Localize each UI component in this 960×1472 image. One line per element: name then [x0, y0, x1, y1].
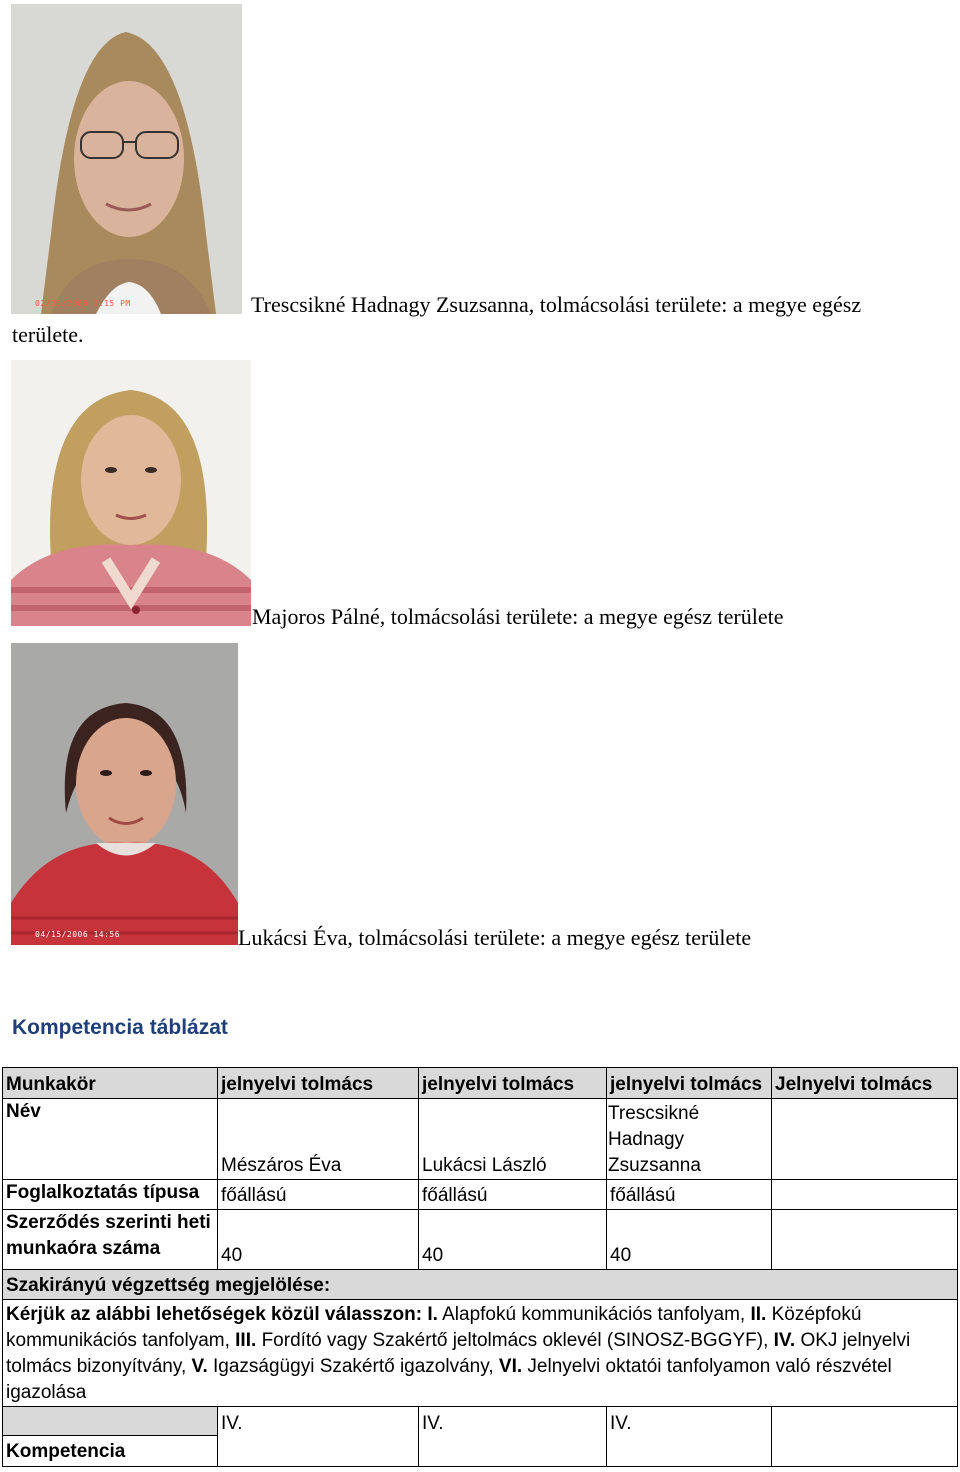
- photo-caption: Lukácsi Éva, tolmácsolási területe: a megye egész területe: [238, 925, 752, 950]
- photo-caption-continued: területe.: [12, 322, 84, 347]
- table-cell: jelnyelvi tolmács: [419, 1068, 607, 1099]
- option-text: Jelnyelvi oktatói tanfolyamon való részvétel igazolása: [6, 1356, 892, 1403]
- option-text: OKJ jelnyelvi tolmács bizonyítvány,: [6, 1330, 911, 1377]
- table-cell: IV.: [218, 1407, 419, 1467]
- table-cell: Trescsikné Hadnagy Zsuzsanna: [607, 1099, 772, 1180]
- row-label: Szerződés szerinti heti munkaóra száma: [3, 1210, 218, 1270]
- table-cell: Lukácsi László: [419, 1099, 607, 1180]
- row-label: Szakirányú végzettség megjelölése:: [3, 1270, 958, 1300]
- instruction-cell: [3, 1300, 958, 1407]
- table-cell: [772, 1210, 958, 1270]
- option-number: II.: [750, 1304, 767, 1325]
- row-label-gray-block: [3, 1407, 217, 1436]
- option-number: III.: [235, 1330, 257, 1351]
- row-label-text: Kompetencia: [6, 1441, 126, 1462]
- photo-date-stamp: 02/25/2006 2:15 PM: [35, 299, 131, 308]
- photo-caption: Majoros Pálné, tolmácsolási területe: a megye egész területe: [252, 604, 784, 629]
- table-cell: [772, 1407, 958, 1467]
- option-number: I.: [427, 1304, 438, 1325]
- option-text: Igazságügyi Szakértő igazolvány,: [213, 1356, 494, 1377]
- option-number: VI.: [498, 1356, 523, 1377]
- portrait-photo-lukacsi: [11, 643, 238, 945]
- table-cell: 40: [607, 1210, 772, 1270]
- instruction-intro: Kérjük az alábbi lehetőségek közül válasszon:: [6, 1304, 423, 1325]
- table-cell: jelnyelvi tolmács: [218, 1068, 419, 1099]
- portrait-photo-majoros: [11, 360, 251, 626]
- option-text: Fordító vagy Szakértő jeltolmács oklevél (SINOSZ-BGGYF),: [261, 1330, 769, 1351]
- table-row-munkakor: [3, 1068, 958, 1099]
- row-label: Név: [3, 1099, 218, 1180]
- table-row-foglalkoztatas: [3, 1180, 958, 1210]
- table-row-szerzodes: [3, 1210, 958, 1270]
- competence-table: [2, 1067, 958, 1467]
- table-cell: főállású: [218, 1180, 419, 1210]
- table-cell: 40: [218, 1210, 419, 1270]
- table-cell: Mészáros Éva: [218, 1099, 419, 1180]
- table-cell: 40: [419, 1210, 607, 1270]
- table-cell: [772, 1099, 958, 1180]
- option-number: V.: [191, 1356, 208, 1377]
- table-cell: főállású: [419, 1180, 607, 1210]
- table-row-kerjuk: [3, 1300, 958, 1407]
- table-cell: jelnyelvi tolmács: [607, 1068, 772, 1099]
- table-row-kompetencia: [3, 1407, 958, 1467]
- option-text: Középfokú kommunikációs tanfolyam,: [6, 1304, 862, 1351]
- table-cell: [772, 1180, 958, 1210]
- table-cell: főállású: [607, 1180, 772, 1210]
- table-row-szakiranyu: [3, 1270, 958, 1300]
- table-cell: IV.: [419, 1407, 607, 1467]
- photo-date-stamp: 04/15/2006 14:56: [35, 930, 121, 939]
- row-label: Foglalkoztatás típusa: [3, 1180, 218, 1210]
- table-cell: Jelnyelvi tolmács: [772, 1068, 958, 1099]
- option-text: Alapfokú kommunikációs tanfolyam,: [442, 1304, 746, 1325]
- section-title: Kompetencia táblázat: [12, 1016, 228, 1039]
- table-row-nev: [3, 1099, 958, 1180]
- option-number: IV.: [773, 1330, 796, 1351]
- table-cell: IV.: [607, 1407, 772, 1467]
- row-label: Munkakör: [3, 1068, 218, 1099]
- photo-caption: Trescsikné Hadnagy Zsuzsanna, tolmácsolási területe: a megye egész: [251, 292, 862, 317]
- portrait-photo-trescsikne: [11, 4, 242, 314]
- row-label: [3, 1407, 218, 1467]
